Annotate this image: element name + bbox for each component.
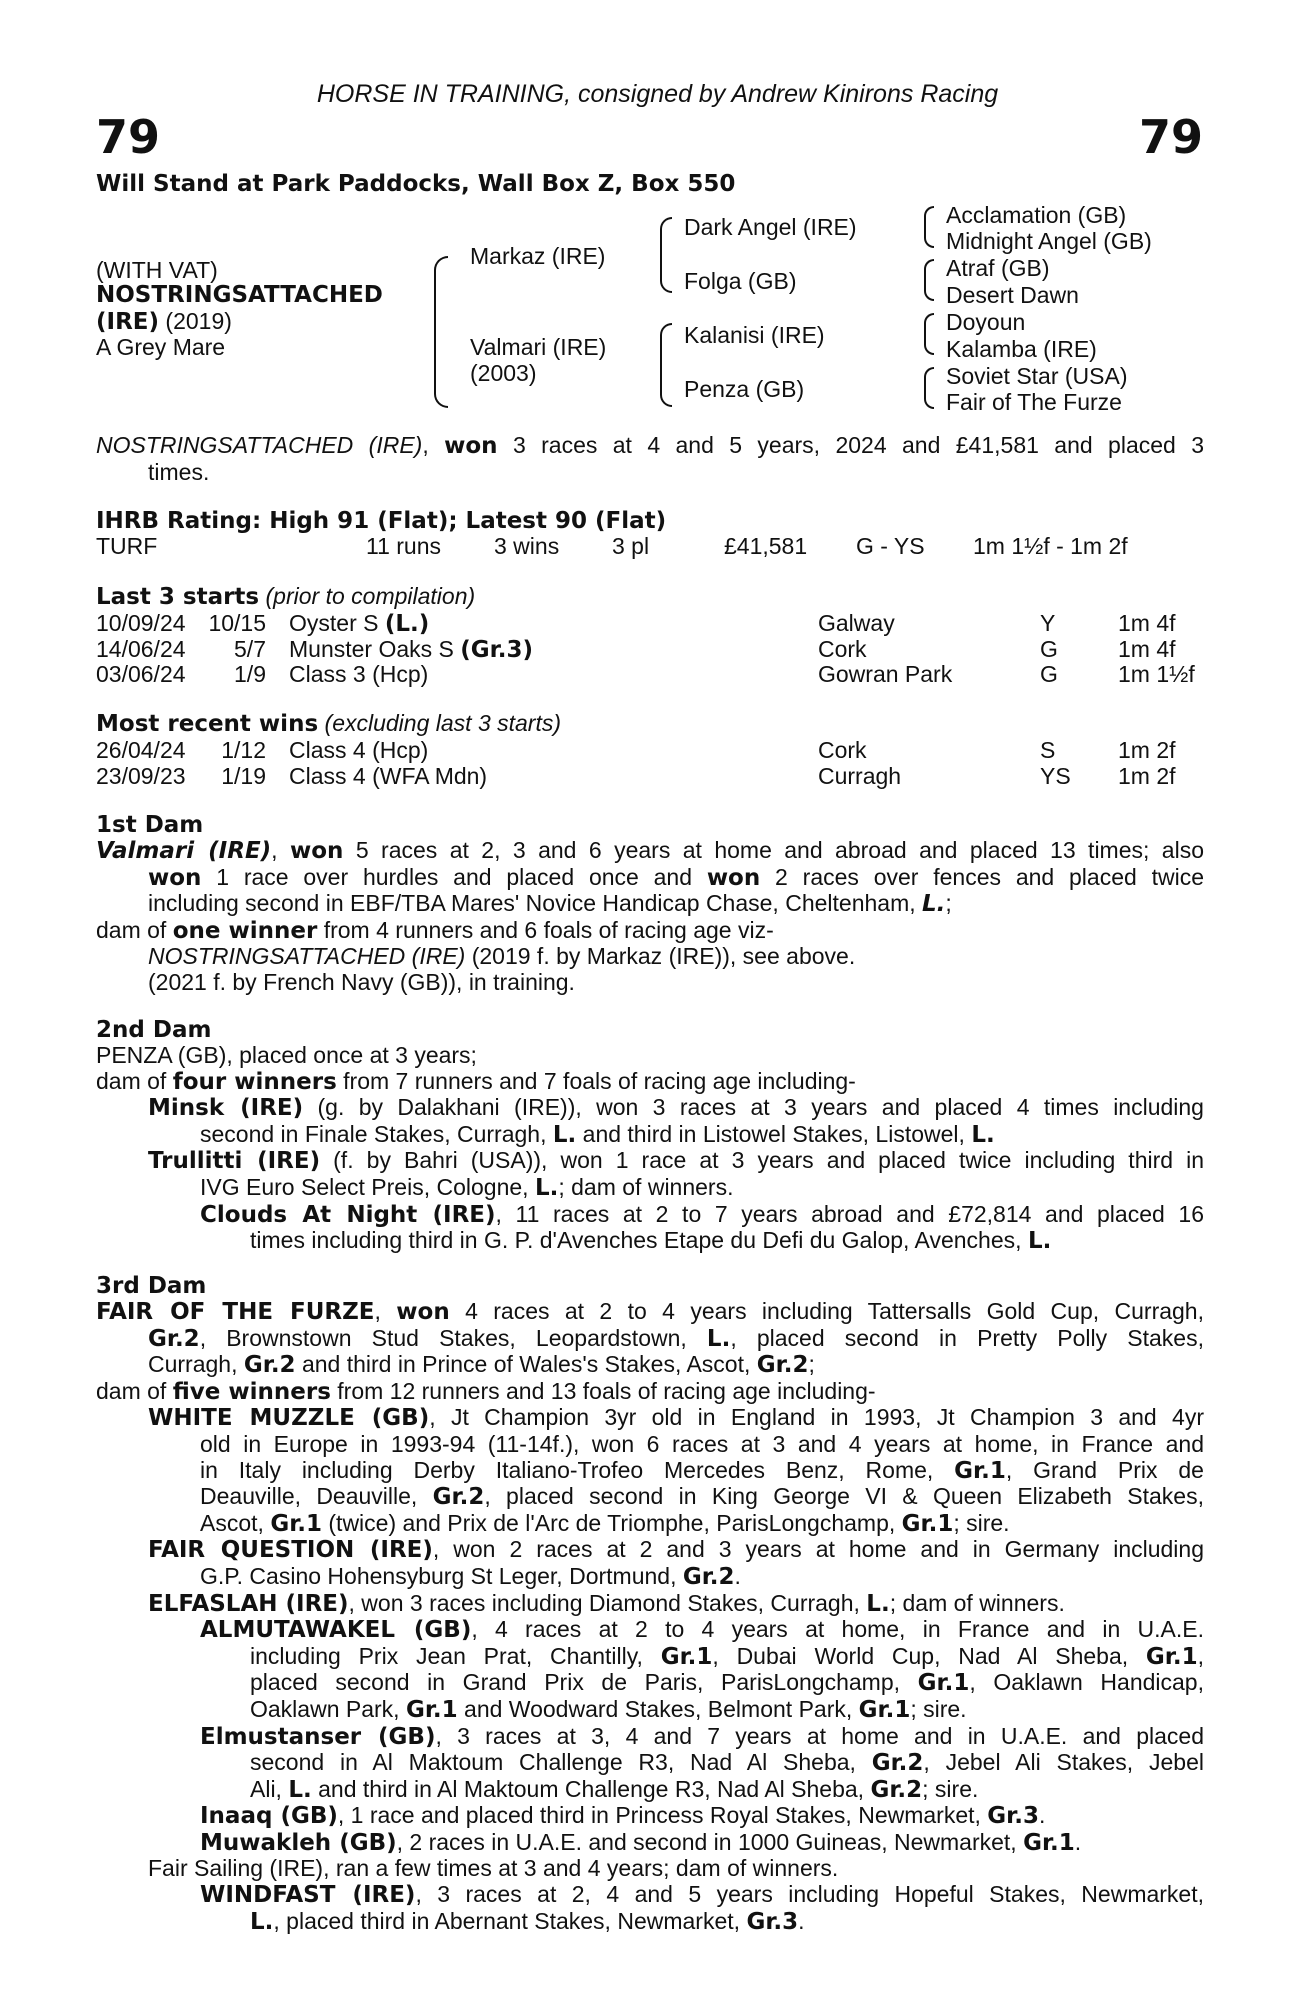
text-run: L. — [288, 1776, 312, 1803]
text-run: FAIR QUESTION (IRE) — [148, 1537, 433, 1564]
text-run: Gr.1 — [270, 1510, 322, 1537]
text-run: 1 race over hurdles and placed once and — [201, 863, 707, 890]
text-run: . — [1074, 1828, 1082, 1855]
text-line — [96, 1777, 1204, 1804]
horse-country: (IRE) — [96, 309, 160, 335]
lot-number-right: 79 — [1138, 110, 1203, 164]
dam-sire: Kalanisi (IRE) — [684, 322, 825, 348]
text-run: and Woodward Stakes, Belmont Park, — [457, 1695, 859, 1722]
text-line — [96, 1405, 1204, 1432]
text-run: Gr.2 — [432, 1484, 485, 1511]
text-run: L. — [922, 891, 946, 918]
text-line — [96, 1670, 1204, 1697]
text-run: , 3 races at 3, 4 and 7 years at home and in U.A.E. and placed — [435, 1722, 1204, 1749]
text-run: 4 races at 2 to 4 years including Tattersalls Gold Cup, Curragh, — [449, 1298, 1204, 1324]
text-run: ; sire. — [953, 1509, 1010, 1536]
text-line — [96, 1148, 1204, 1175]
recent-going: S — [1040, 737, 1056, 763]
text-run: Gr.2 — [243, 1352, 296, 1379]
text-line: old in Europe in 1993-94 (11-14f.), won 6 races at 3 and 4 years at home, in France and — [200, 1430, 1204, 1457]
text-run: , 1 race and placed third in Princess Royal Stakes, Newmarket, — [337, 1802, 988, 1829]
text-line — [96, 1803, 1204, 1830]
text-line — [96, 1326, 1204, 1353]
last3-title: Last 3 starts — [96, 584, 260, 610]
dam-dam: Penza (GB) — [684, 376, 805, 402]
text-line — [96, 865, 1204, 892]
third-dam-text — [96, 1299, 1204, 1935]
text-run: ; dam of winners. — [889, 1589, 1065, 1616]
text-line — [96, 1511, 1204, 1538]
text-line — [96, 1458, 1204, 1485]
text-line: NOSTRINGSATTACHED (IRE), won 3 races at 4 and 5 years, 2024 and £41,581 and placed 3 — [96, 432, 1205, 459]
rating-title: IHRB Rating: High 91 (Flat); Latest 90 (Flat) — [96, 508, 667, 534]
text-line — [96, 1069, 1204, 1096]
dam-year: (2003) — [470, 360, 537, 386]
text-run: dam of — [96, 916, 173, 943]
last3-dist: 1m 4f — [1118, 635, 1176, 662]
text-run: ELFASLAH (IRE) — [148, 1590, 349, 1617]
text-run: from 4 runners and 6 foals of racing age viz- — [317, 916, 774, 943]
last3-race: Class 3 (Hcp) — [289, 661, 429, 688]
horse-name: NOSTRINGSATTACHED — [96, 282, 383, 308]
last3-going: G — [1040, 661, 1058, 688]
text-run: from 12 runners and 13 foals of racing age including- — [330, 1377, 876, 1404]
text-run: placed second in Grand Prix de Paris, ParisLongchamp, — [250, 1669, 918, 1696]
text-run: Gr.1 — [954, 1457, 1006, 1484]
text-run: from 7 runners and 7 foals of racing age including- — [336, 1067, 856, 1094]
recent-heading — [96, 711, 561, 738]
pedigree-bracket-g3-3 — [924, 313, 934, 355]
last3-heading — [96, 584, 475, 611]
text-run: , Oaklawn Handicap, — [969, 1669, 1204, 1696]
last3-race: Oyster S — [289, 610, 379, 636]
last3-row — [96, 610, 1206, 636]
summary-horse-name: NOSTRINGSATTACHED (IRE) — [96, 432, 423, 458]
text-run: , — [271, 837, 290, 863]
last3-grade: (Gr.3) — [460, 636, 533, 663]
text-run: Muwakleh (GB) — [200, 1829, 397, 1856]
text-run: Gr.1 — [405, 1696, 458, 1723]
lot-number-left: 79 — [96, 110, 161, 164]
text-run: , won 3 races including Diamond Stakes, Curragh, — [348, 1589, 867, 1616]
recent-dist: 1m 2f — [1118, 762, 1176, 789]
last3-dist: 1m 4f — [1118, 610, 1176, 636]
text-line: (2021 f. by French Navy (GB)), in training. — [148, 968, 575, 995]
text-line — [96, 1352, 1204, 1379]
text-run: , Grand Prix de — [1005, 1456, 1204, 1483]
text-line: Fair Sailing (IRE), ran a few times at 3 and 4 years; dam of winners. — [148, 1855, 839, 1882]
text-run: IVG Euro Select Preis, Cologne, — [200, 1173, 535, 1200]
text-line — [96, 1228, 1204, 1255]
ancestor-acclamation: Acclamation (GB) — [946, 202, 1127, 228]
rating-row — [96, 533, 1206, 559]
rating-distance: 1m 1½f - 1m 2f — [973, 533, 1128, 559]
text-run: Gr.2 — [148, 1325, 200, 1352]
text-run: Oaklawn Park, — [250, 1695, 406, 1722]
text-run: Gr.1 — [1145, 1643, 1198, 1670]
text-line — [96, 1697, 1204, 1724]
last3-pos: 10/15 — [208, 610, 266, 636]
pedigree-bracket-sire — [660, 217, 672, 293]
text-run: L. — [866, 1590, 890, 1617]
race-summary — [96, 433, 1204, 485]
last3-subtitle: (prior to compilation) — [265, 583, 476, 609]
text-run: WINDFAST (IRE) — [200, 1882, 416, 1909]
text-run: , 3 races at 2, 4 and 5 years including Hopeful Stakes, Newmarket, — [415, 1881, 1204, 1908]
last3-going: Y — [1040, 610, 1056, 636]
recent-date: 23/09/23 — [96, 762, 186, 789]
text-run: . — [734, 1562, 741, 1589]
sire-sire: Dark Angel (IRE) — [684, 214, 857, 240]
horse-sex: A Grey Mare — [96, 334, 226, 360]
text-run: . — [1038, 1802, 1046, 1829]
text-run: , won 2 races at 2 and 3 years at home and in Germany including — [432, 1536, 1204, 1563]
last3-row — [96, 661, 1206, 687]
recent-pos: 1/12 — [221, 737, 266, 763]
text-run: ; sire. — [910, 1695, 967, 1722]
text-line — [96, 1617, 1204, 1644]
text-run: Gr.1 — [1023, 1829, 1075, 1856]
text-run: (g. by Dalakhani (IRE)), won 3 races at 3 years and placed 4 times including — [303, 1094, 1204, 1121]
text-run: Gr.1 — [660, 1643, 713, 1670]
text-run: , 4 races at 2 to 4 years at home, in France and in U.A.E. — [471, 1616, 1204, 1643]
text-run: Gr.2 — [682, 1563, 735, 1590]
sire-dam: Folga (GB) — [684, 268, 797, 294]
text-run: L. — [1027, 1228, 1052, 1255]
text-run: including second in EBF/TBA Mares' Novice Handicap Chase, Cheltenham, — [148, 890, 923, 917]
text-line — [96, 1095, 1204, 1122]
text-run: Trullitti (IRE) — [148, 1148, 321, 1175]
pedigree-bracket-g3-2 — [924, 259, 934, 301]
text-run: , 11 races at 2 to 7 years abroad and £72,814 and placed 16 — [495, 1200, 1204, 1227]
last3-dist: 1m 1½f — [1118, 661, 1195, 688]
second-dam-text — [96, 1043, 1204, 1255]
ancestor-fair-of-the-furze: Fair of The Furze — [946, 389, 1122, 415]
last3-race: Munster Oaks S — [289, 635, 454, 662]
recent-race: Class 4 (Hcp) — [289, 737, 429, 763]
text-line — [96, 1537, 1204, 1564]
text-run: . — [798, 1907, 805, 1934]
last3-race-wrap — [289, 636, 533, 663]
first-dam-title: 1st Dam — [96, 812, 204, 838]
text-run: (f. by Bahri (USA)), won 1 race at 3 years and placed twice including third in — [320, 1147, 1205, 1174]
text-line — [96, 838, 1204, 865]
text-run: Gr.2 — [871, 1750, 924, 1777]
text-run: , Brownstown Stud Stakes, Leopardstown, — [199, 1324, 707, 1351]
recent-date: 26/04/24 — [96, 737, 186, 763]
text-run: 5 races at 2, 3 and 6 years at home and abroad and placed 13 times; also — [343, 837, 1205, 863]
text-line — [96, 1122, 1204, 1149]
text-run: dam of — [96, 1377, 173, 1404]
text-run: Minsk (IRE) — [148, 1095, 304, 1122]
summary-text: 3 races at 4 and 5 years, 2024 and £41,581 and placed 3 — [512, 432, 1205, 458]
text-run: WHITE MUZZLE (GB) — [148, 1405, 430, 1432]
recent-dist: 1m 2f — [1118, 737, 1176, 763]
rating-going: G - YS — [856, 533, 925, 559]
last3-course: Cork — [818, 635, 867, 662]
text-run: and third in Prince of Wales's Stakes, Ascot, — [295, 1351, 757, 1378]
last3-date: 14/06/24 — [96, 635, 186, 662]
pedigree-bracket-main — [434, 256, 448, 408]
text-line — [96, 1175, 1204, 1202]
text-run: , — [374, 1298, 397, 1324]
text-line — [96, 891, 1204, 918]
horse-origin — [96, 309, 232, 336]
vat-note: (WITH VAT) — [96, 257, 218, 283]
text-run: Valmari (IRE) — [96, 838, 272, 864]
text-run: G.P. Casino Hohensyburg St Leger, Dortmund, — [200, 1562, 683, 1589]
text-line — [96, 1724, 1204, 1751]
ancestor-soviet-star: Soviet Star (USA) — [946, 363, 1128, 389]
last3-course: Galway — [818, 610, 895, 636]
last3-row — [96, 636, 1206, 662]
text-line — [96, 1379, 1204, 1406]
text-run: Gr.3 — [987, 1803, 1039, 1830]
first-dam-text — [96, 838, 1204, 996]
text-run — [96, 838, 271, 864]
text-run: and third in Listowel Stakes, Listowel, — [576, 1120, 972, 1147]
text-line — [96, 918, 1204, 945]
recent-course: Curragh — [818, 762, 902, 789]
text-run: , Dubai World Cup, Nad Al Sheba, — [712, 1642, 1146, 1669]
text-run: L. — [971, 1121, 995, 1148]
text-run: , — [1197, 1642, 1204, 1669]
ancestor-midnight-angel: Midnight Angel (GB) — [946, 228, 1152, 254]
text-run: , placed second in King George VI & Queen Elizabeth Stakes, — [484, 1483, 1204, 1510]
text-line — [96, 1882, 1204, 1909]
pedigree-bracket-g3-1 — [924, 206, 934, 248]
text-run: Gr.2 — [756, 1352, 809, 1379]
rating-earnings: £41,581 — [724, 533, 808, 559]
horse-year: (2019) — [165, 308, 232, 334]
text-run: Gr.1 — [858, 1696, 911, 1723]
last3-pos: 1/9 — [234, 661, 266, 688]
text-run: one winner — [172, 917, 318, 944]
recent-going: YS — [1040, 762, 1071, 789]
last3-course: Gowran Park — [818, 661, 953, 688]
text-line — [96, 1644, 1204, 1671]
text-line — [96, 944, 1204, 970]
text-line — [96, 1750, 1204, 1777]
text-run — [922, 891, 945, 917]
text-run: ; — [808, 1351, 815, 1378]
text-run: won — [706, 864, 761, 891]
text-run: Gr.2 — [870, 1776, 923, 1803]
text-run: , placed third in Abernant Stakes, Newmarket, — [273, 1907, 747, 1934]
last3-race-wrap — [289, 610, 429, 637]
text-run: FAIR OF THE FURZE — [96, 1299, 375, 1325]
text-run: ALMUTAWAKEL (GB) — [200, 1617, 472, 1644]
text-run: won — [148, 864, 202, 891]
page-header: HORSE IN TRAINING, consigned by Andrew Kinirons Racing — [316, 80, 999, 108]
text-run: L. — [706, 1325, 731, 1352]
text-run: Inaaq (GB) — [200, 1803, 338, 1830]
text-run: four winners — [172, 1068, 337, 1095]
rating-runs: 11 runs — [366, 533, 442, 559]
ancestor-kalamba: Kalamba (IRE) — [946, 336, 1097, 362]
third-dam-title: 3rd Dam — [96, 1273, 207, 1299]
text-run: ; dam of winners. — [558, 1173, 734, 1200]
text-run: won — [289, 838, 344, 864]
text-run: in Italy including Derby Italiano-Trofeo Mercedes Benz, Rome, — [200, 1456, 955, 1483]
stand-location: Will Stand at Park Paddocks, Wall Box Z, Box 550 — [96, 171, 736, 197]
text-run: Ascot, — [200, 1509, 271, 1536]
text-run: Clouds At Night (IRE) — [200, 1201, 496, 1228]
recent-row — [96, 737, 1206, 763]
text-run: including Prix Jean Prat, Chantilly, — [250, 1642, 661, 1669]
rating-placed: 3 pl — [612, 533, 650, 559]
text-line — [96, 1299, 1204, 1326]
last3-pos: 5/7 — [234, 635, 266, 662]
pedigree-bracket-g3-4 — [924, 367, 934, 409]
text-run: , placed second in Pretty Polly Stakes, — [730, 1324, 1204, 1351]
text-line — [96, 1909, 1204, 1936]
dam: Valmari (IRE) — [470, 334, 607, 360]
second-dam-title: 2nd Dam — [96, 1017, 212, 1043]
text-run: Gr.1 — [917, 1670, 970, 1697]
recent-row — [96, 763, 1206, 789]
last3-date: 03/06/24 — [96, 661, 186, 688]
text-run: Ali, — [250, 1775, 289, 1802]
text-run: Curragh, — [148, 1351, 244, 1378]
text-run: 2 races over fences and placed twice — [760, 863, 1204, 890]
text-run: times including third in G. P. d'Avenches Etape du Defi du Galop, Avenches, — [250, 1227, 1028, 1254]
text-run: second in Al Maktoum Challenge R3, Nad Al Sheba, — [250, 1749, 872, 1776]
text-line — [96, 1564, 1204, 1591]
text-run: and third in Al Maktoum Challenge R3, Nad Al Sheba, — [311, 1775, 871, 1802]
ancestor-atraf: Atraf (GB) — [946, 255, 1050, 281]
text-line: PENZA (GB), placed once at 3 years; — [96, 1042, 477, 1068]
pedigree-bracket-dam — [660, 323, 672, 407]
text-run: ; — [945, 890, 952, 917]
text-run: second in Finale Stakes, Curragh, — [200, 1120, 553, 1147]
text-run: , 2 races in U.A.E. and second in 1000 Guineas, Newmarket, — [396, 1828, 1024, 1855]
recent-race: Class 4 (WFA Mdn) — [289, 762, 488, 789]
text-run: Deauville, Deauville, — [200, 1483, 433, 1510]
text-run: L. — [534, 1174, 559, 1201]
ancestor-doyoun: Doyoun — [946, 309, 1026, 335]
text-line — [96, 1202, 1204, 1229]
text-run: dam of — [96, 1067, 173, 1094]
sire: Markaz (IRE) — [470, 243, 606, 269]
text-line — [96, 1484, 1204, 1511]
rating-wins: 3 wins — [494, 533, 560, 559]
text-run: , Jt Champion 3yr old in England in 1993, Jt Champion 3 and 4yr — [429, 1404, 1204, 1431]
text-run: Gr.3 — [746, 1908, 799, 1935]
rating-surface: TURF — [96, 533, 158, 559]
text-run: (twice) and Prix de l'Arc de Triomphe, ParisLongchamp, — [322, 1509, 902, 1536]
last3-grade: (L.) — [384, 611, 430, 637]
text-run: Gr.1 — [901, 1510, 954, 1537]
text-run: L. — [552, 1121, 577, 1148]
summary-won: won — [444, 433, 498, 459]
text-run: (2019 f. by Markaz (IRE)), see above. — [465, 943, 856, 970]
text-line — [96, 1830, 1204, 1857]
recent-course: Cork — [818, 737, 867, 763]
text-run: Elmustanser (GB) — [200, 1723, 436, 1750]
text-line — [96, 1591, 1204, 1618]
recent-title: Most recent wins — [96, 711, 319, 737]
text-run: L. — [250, 1908, 274, 1935]
text-run: won — [396, 1299, 450, 1325]
ancestor-desert-dawn: Desert Dawn — [946, 282, 1079, 308]
last3-going: G — [1040, 635, 1058, 662]
last3-date: 10/09/24 — [96, 610, 186, 636]
text-run: ; sire. — [922, 1775, 979, 1802]
summary-text-2: times. — [148, 458, 210, 485]
recent-pos: 1/19 — [221, 762, 266, 789]
text-run: , Jebel Ali Stakes, Jebel — [923, 1749, 1204, 1776]
text-run: five winners — [172, 1378, 331, 1405]
text-run: NOSTRINGSATTACHED (IRE) — [148, 943, 466, 970]
recent-subtitle: (excluding last 3 starts) — [324, 710, 562, 736]
